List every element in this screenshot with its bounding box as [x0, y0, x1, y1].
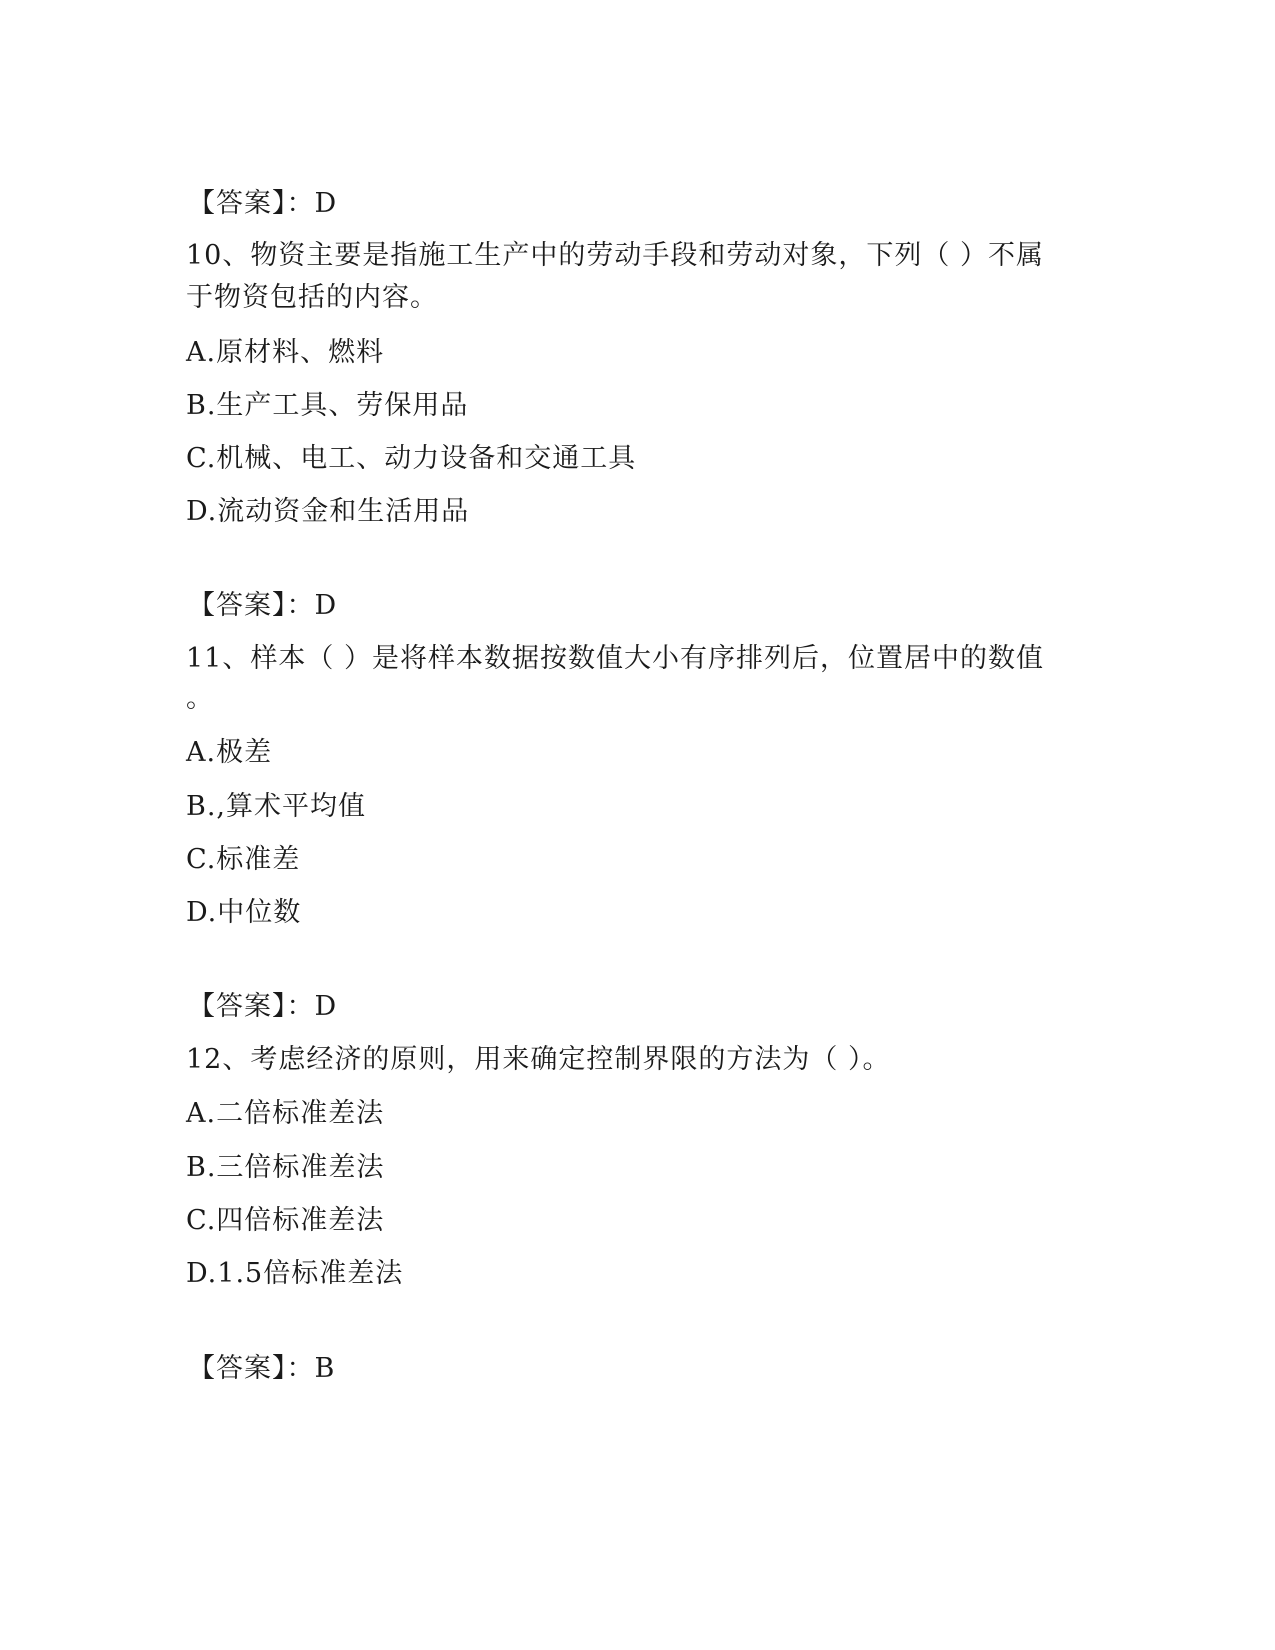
answer-label: 【答案】：D	[188, 188, 338, 219]
question-10-text-cont: 于物资包括的内容。	[186, 282, 438, 313]
option-d: D.流动资金和生活用品	[186, 496, 470, 527]
question-12-text: 12、考虑经济的原则，用来确定控制界限的方法为（ ）。	[186, 1044, 891, 1075]
question-10-text: 10、物资主要是指施工生产中的劳动手段和劳动对象，下列（ ）不属	[186, 240, 1044, 271]
option-c: C.标准差	[186, 844, 301, 875]
option-a: A.原材料、燃料	[186, 337, 385, 368]
option-b: B.三倍标准差法	[186, 1152, 385, 1183]
answer-label: 【答案】：D	[188, 590, 338, 621]
option-b: B.生产工具、劳保用品	[186, 390, 469, 421]
option-a: A.极差	[186, 737, 273, 768]
option-d: D.中位数	[186, 897, 302, 928]
option-d: D.1.5倍标准差法	[186, 1258, 404, 1289]
answer-label: 【答案】：B	[188, 1353, 336, 1384]
question-11-text: 11、样本（ ）是将样本数据按数值大小有序排列后，位置居中的数值	[186, 643, 1044, 674]
option-c: C.四倍标准差法	[186, 1205, 385, 1236]
option-a: A.二倍标准差法	[186, 1098, 385, 1129]
option-b: B.,算术平均值	[186, 791, 367, 822]
question-11-text-cont: 。	[186, 683, 214, 714]
option-c: C.机械、电工、动力设备和交通工具	[186, 443, 637, 474]
answer-label: 【答案】：D	[188, 991, 338, 1022]
